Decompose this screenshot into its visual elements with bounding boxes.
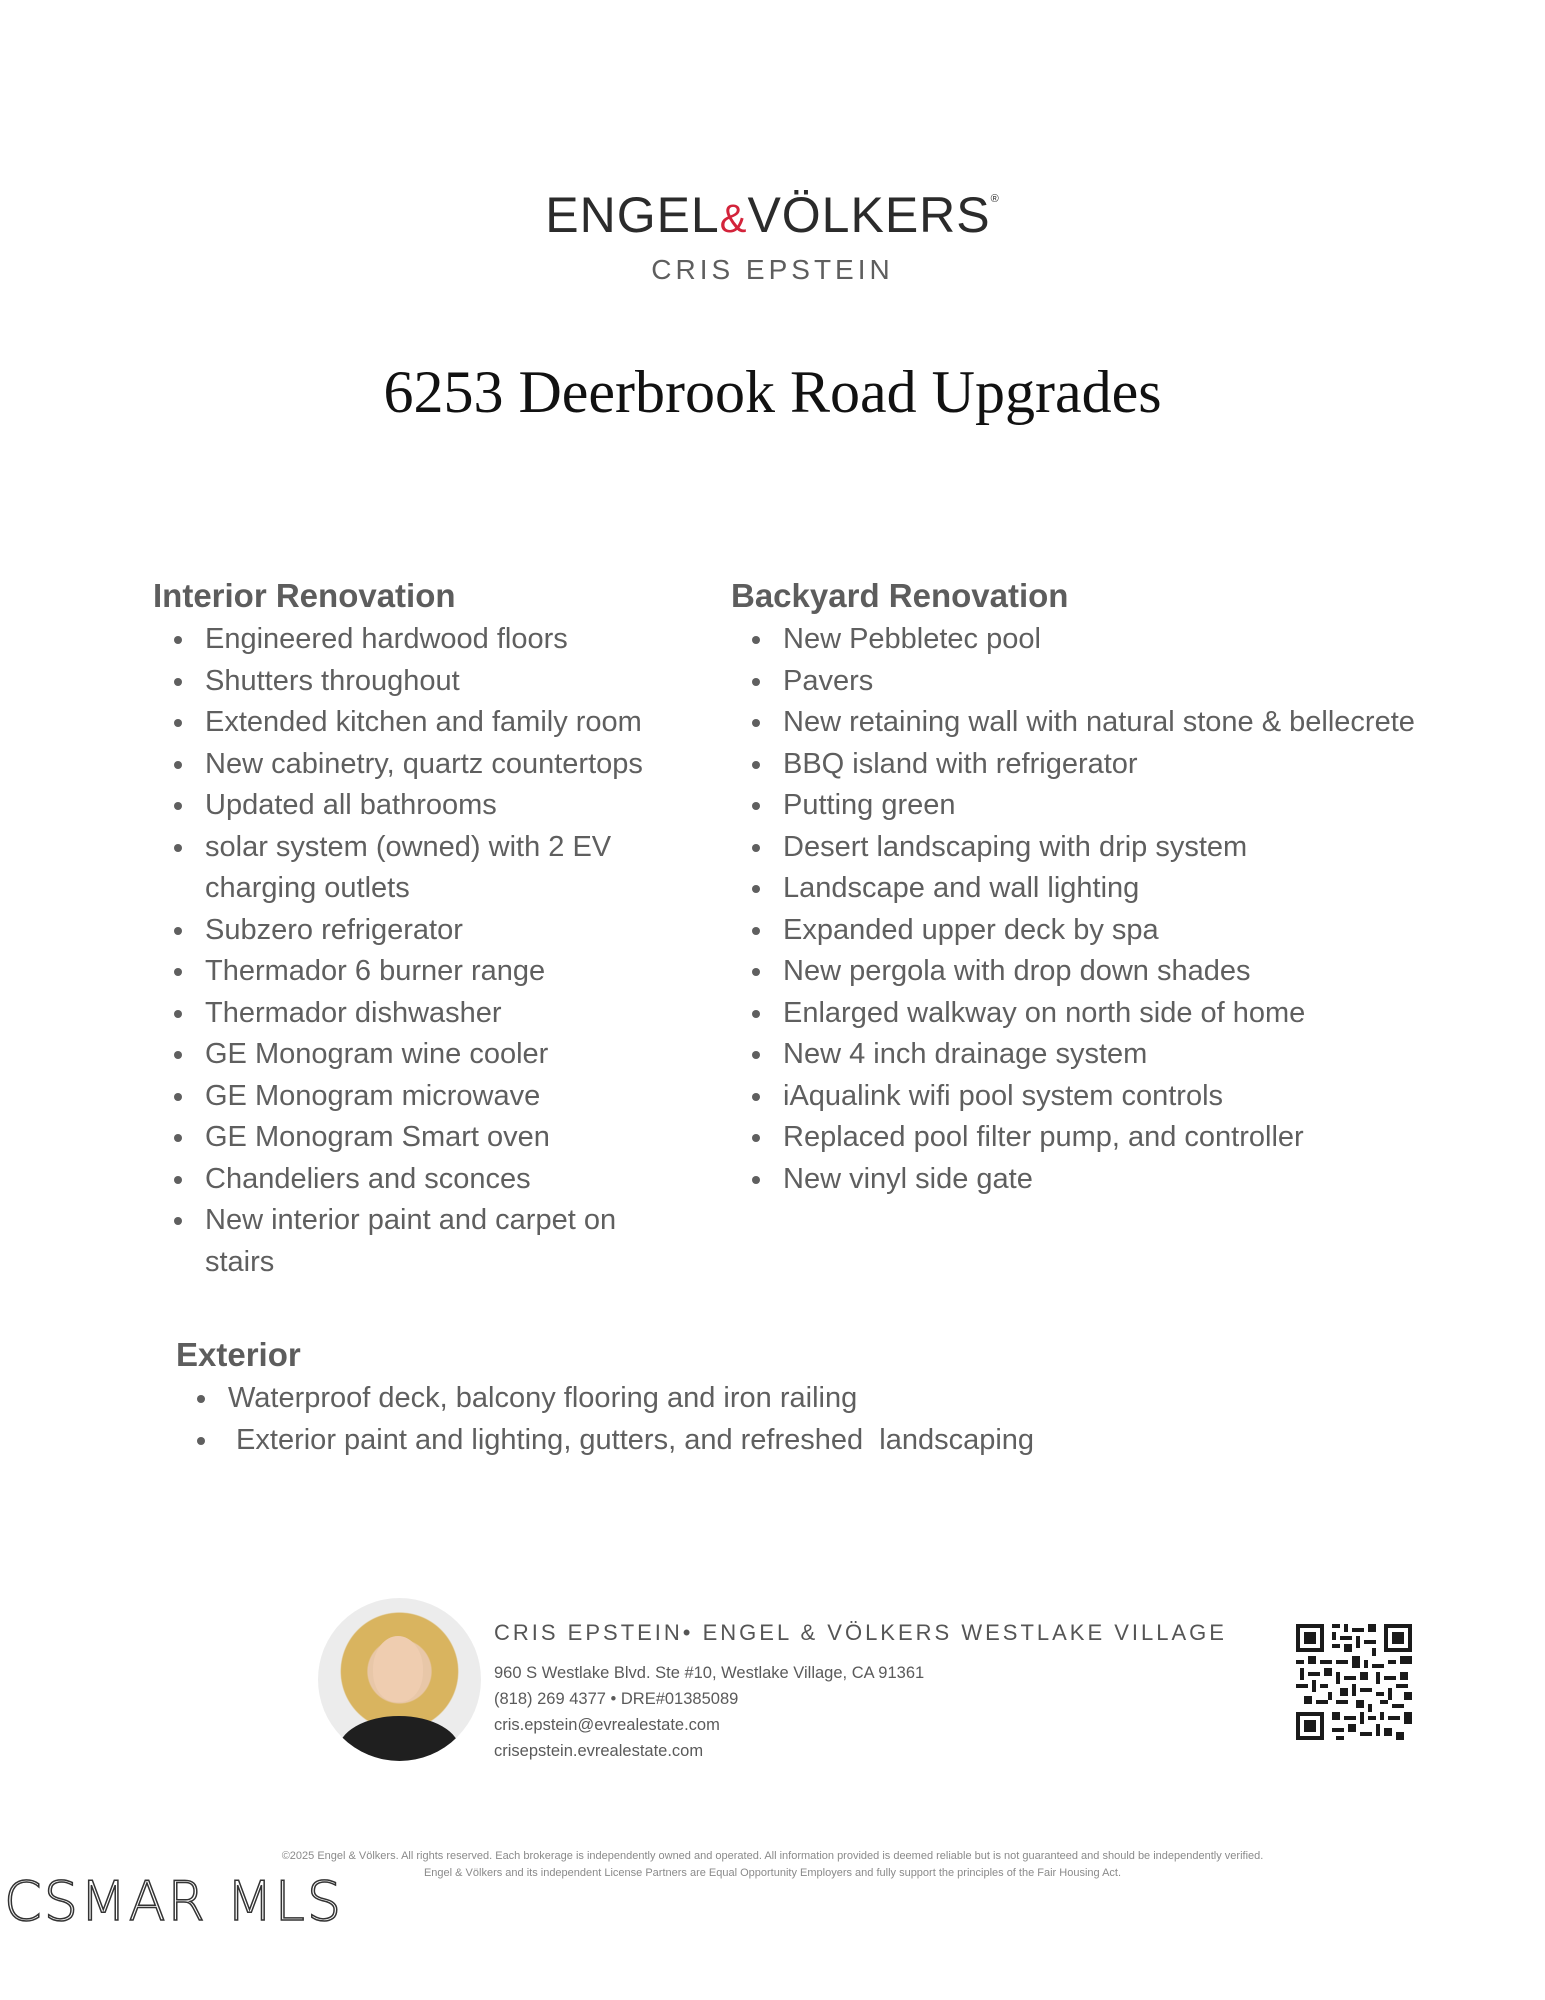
backyard-list <box>731 619 1451 1200</box>
list-item: Extended kitchen and family room <box>153 702 673 744</box>
page-title: 6253 Deerbrook Road Upgrades <box>383 359 1162 425</box>
list-item: Updated all bathrooms <box>153 785 673 827</box>
list-item: GE Monogram microwave <box>153 1076 673 1118</box>
list-item: New pergola with drop down shades <box>731 951 1451 993</box>
list-item: Chandeliers and sconces <box>153 1159 673 1201</box>
brand-wordmark <box>0 187 1545 243</box>
list-item: GE Monogram wine cooler <box>153 1034 673 1076</box>
legal-line-2: Engel & Völkers and its independent License Partners are Equal Opportunity Employers and fully support the principles of the Fair Housing Act. <box>423 1867 1122 1879</box>
list-item: New retaining wall with natural stone & bellecrete <box>731 702 1451 744</box>
backyard-heading: Backyard Renovation <box>731 577 1069 614</box>
contact-phone-dre: (818) 269 4377 • DRE#01385089 <box>494 1690 739 1708</box>
interior-list <box>153 619 673 1283</box>
list-item: solar system (owned) with 2 EV charging outlets <box>153 827 625 910</box>
list-item: Exterior paint and lighting, gutters, and refreshed landscaping <box>176 1420 1276 1462</box>
exterior-heading: Exterior <box>176 1336 301 1373</box>
mls-watermark: CSMAR MLS <box>4 1870 344 1933</box>
registered-mark: ® <box>990 193 1000 205</box>
list-item: Engineered hardwood floors <box>153 619 673 661</box>
list-item: Enlarged walkway on north side of home <box>731 993 1451 1035</box>
contact-details <box>494 1660 924 1764</box>
list-item: BBQ island with refrigerator <box>731 744 1451 786</box>
brand-logo <box>0 187 1545 286</box>
contact-name-line: CRIS EPSTEIN• ENGEL & VÖLKERS WESTLAKE VILLAGE <box>494 1620 1227 1645</box>
list-item: New cabinetry, quartz countertops <box>153 744 673 786</box>
list-item: Putting green <box>731 785 1451 827</box>
list-item: Expanded upper deck by spa <box>731 910 1451 952</box>
contact-address: 960 S Westlake Blvd. Ste #10, Westlake Village, CA 91361 <box>494 1664 925 1682</box>
avatar <box>318 1598 481 1761</box>
interior-section <box>153 577 673 1283</box>
list-item: Replaced pool filter pump, and controller <box>731 1117 1451 1159</box>
list-item: New 4 inch drainage system <box>731 1034 1451 1076</box>
list-item: GE Monogram Smart oven <box>153 1117 673 1159</box>
list-item: Thermador 6 burner range <box>153 951 673 993</box>
interior-heading: Interior Renovation <box>153 577 456 614</box>
legal-line-1: ©2025 Engel & Völkers. All rights reserved. Each brokerage is independently owned and operated. All information provided is deemed reliable but is not guaranteed and should be independently verified. <box>281 1850 1264 1862</box>
qr-code-icon[interactable] <box>1296 1624 1412 1740</box>
brand-ampersand: & <box>719 197 748 241</box>
brand-right: VÖLKERS <box>747 187 991 243</box>
list-item: Subzero refrigerator <box>153 910 673 952</box>
contact-email[interactable]: cris.epstein@evrealestate.com <box>494 1716 720 1734</box>
agent-name: CRIS EPSTEIN <box>651 254 894 285</box>
list-item: Pavers <box>731 661 1451 703</box>
list-item: Shutters throughout <box>153 661 673 703</box>
list-item: Thermador dishwasher <box>153 993 673 1035</box>
list-item: New Pebbletec pool <box>731 619 1451 661</box>
list-item: Waterproof deck, balcony flooring and iron railing <box>176 1378 1276 1420</box>
agent-contact-card <box>318 1598 1418 1763</box>
list-item: iAqualink wifi pool system controls <box>731 1076 1451 1118</box>
list-item: New interior paint and carpet on stairs <box>153 1200 635 1283</box>
avatar-face <box>373 1636 423 1702</box>
backyard-section <box>731 577 1451 1200</box>
list-item: Landscape and wall lighting <box>731 868 1451 910</box>
contact-website[interactable]: crisepstein.evrealestate.com <box>494 1742 704 1760</box>
list-item: New vinyl side gate <box>731 1159 1451 1201</box>
brand-left: ENGEL <box>545 187 720 243</box>
exterior-list <box>176 1378 1276 1461</box>
exterior-section <box>176 1336 1276 1461</box>
list-item: Desert landscaping with drip system <box>731 827 1451 869</box>
avatar-shoulders <box>338 1716 460 1761</box>
